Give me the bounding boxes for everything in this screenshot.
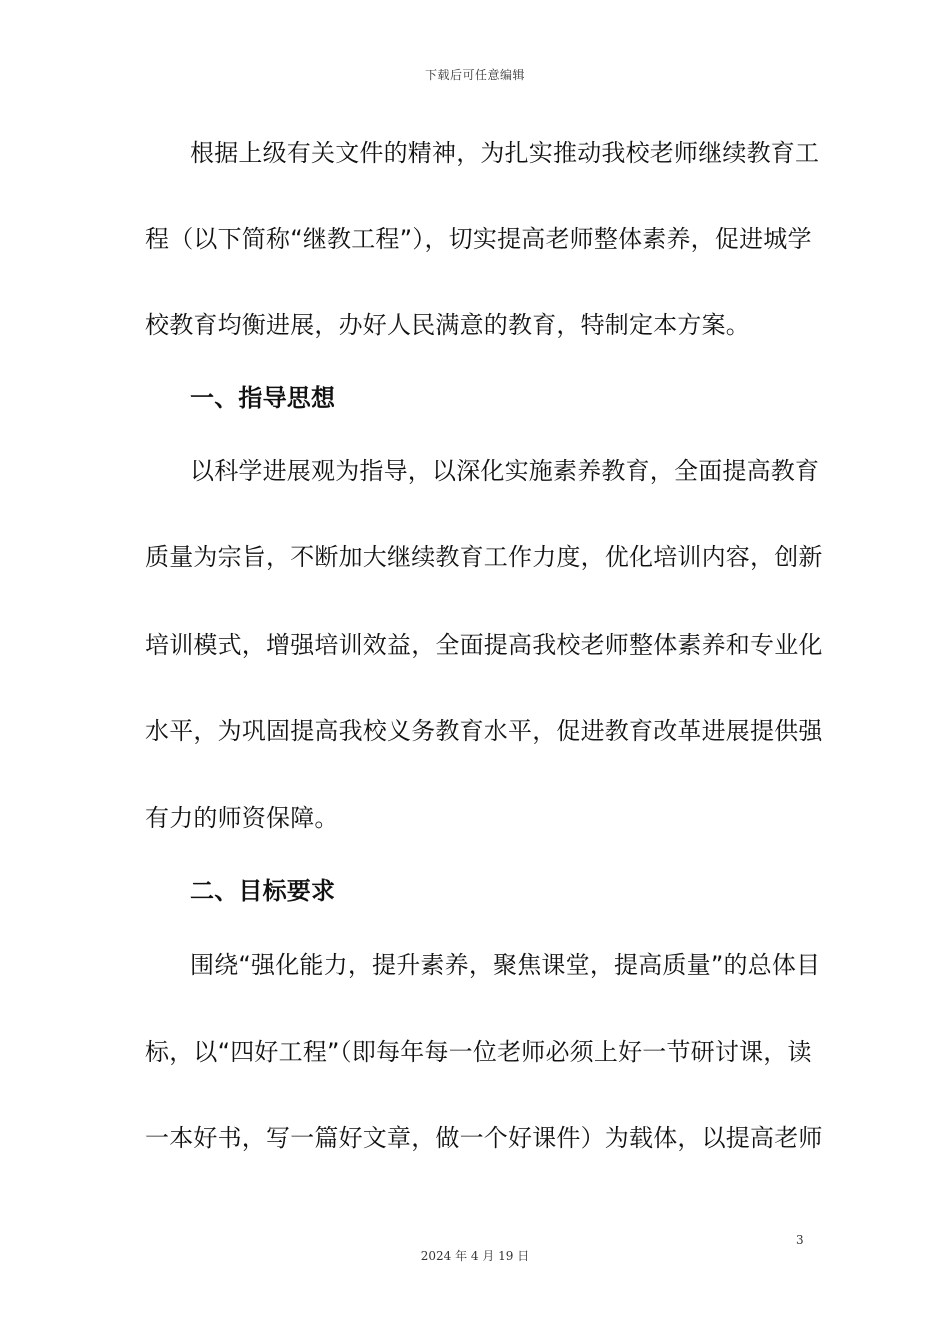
footer-date: 2024 年 4 月 19 日 [420, 1249, 530, 1263]
section-1-line-5: 有力的师资保障。 [145, 804, 339, 832]
section-2-heading: 二、目标要求 [190, 877, 336, 905]
intro-line-3: 校教育均衡进展，办好人民满意的教育，特制定本方案。 [145, 311, 750, 339]
section-1-heading: 一、指导思想 [190, 384, 336, 412]
section-1-line-4: 水平，为巩固提高我校义务教育水平，促进教育改革进展提供强 [145, 717, 823, 745]
section-2-line-1: 围绕“强化能力，提升素养，聚焦课堂，提高质量”的总体目 [190, 951, 821, 979]
section-2-line-3: 一本好书，写一篇好文章，做一个好课件）为载体，以提高老师 [145, 1124, 823, 1152]
section-1-line-2: 质量为宗旨，不断加大继续教育工作力度，优化培训内容，创新 [145, 543, 823, 571]
section-2-line-2: 标，以“四好工程”（即每年每一位老师必须上好一节研讨课，读 [145, 1038, 812, 1066]
page-number: 3 [796, 1233, 804, 1247]
intro-line-1: 根据上级有关文件的精神，为扎实推动我校老师继续教育工 [190, 139, 820, 167]
section-1-line-1: 以科学进展观为指导，以深化实施素养教育，全面提高教育 [190, 457, 820, 485]
header-note: 下载后可任意编辑 [424, 68, 525, 82]
section-1-line-3: 培训模式，增强培训效益，全面提高我校老师整体素养和专业化 [145, 631, 823, 659]
intro-line-2: 程（以下简称“继教工程”），切实提高老师整体素养，促进城学 [145, 225, 812, 253]
